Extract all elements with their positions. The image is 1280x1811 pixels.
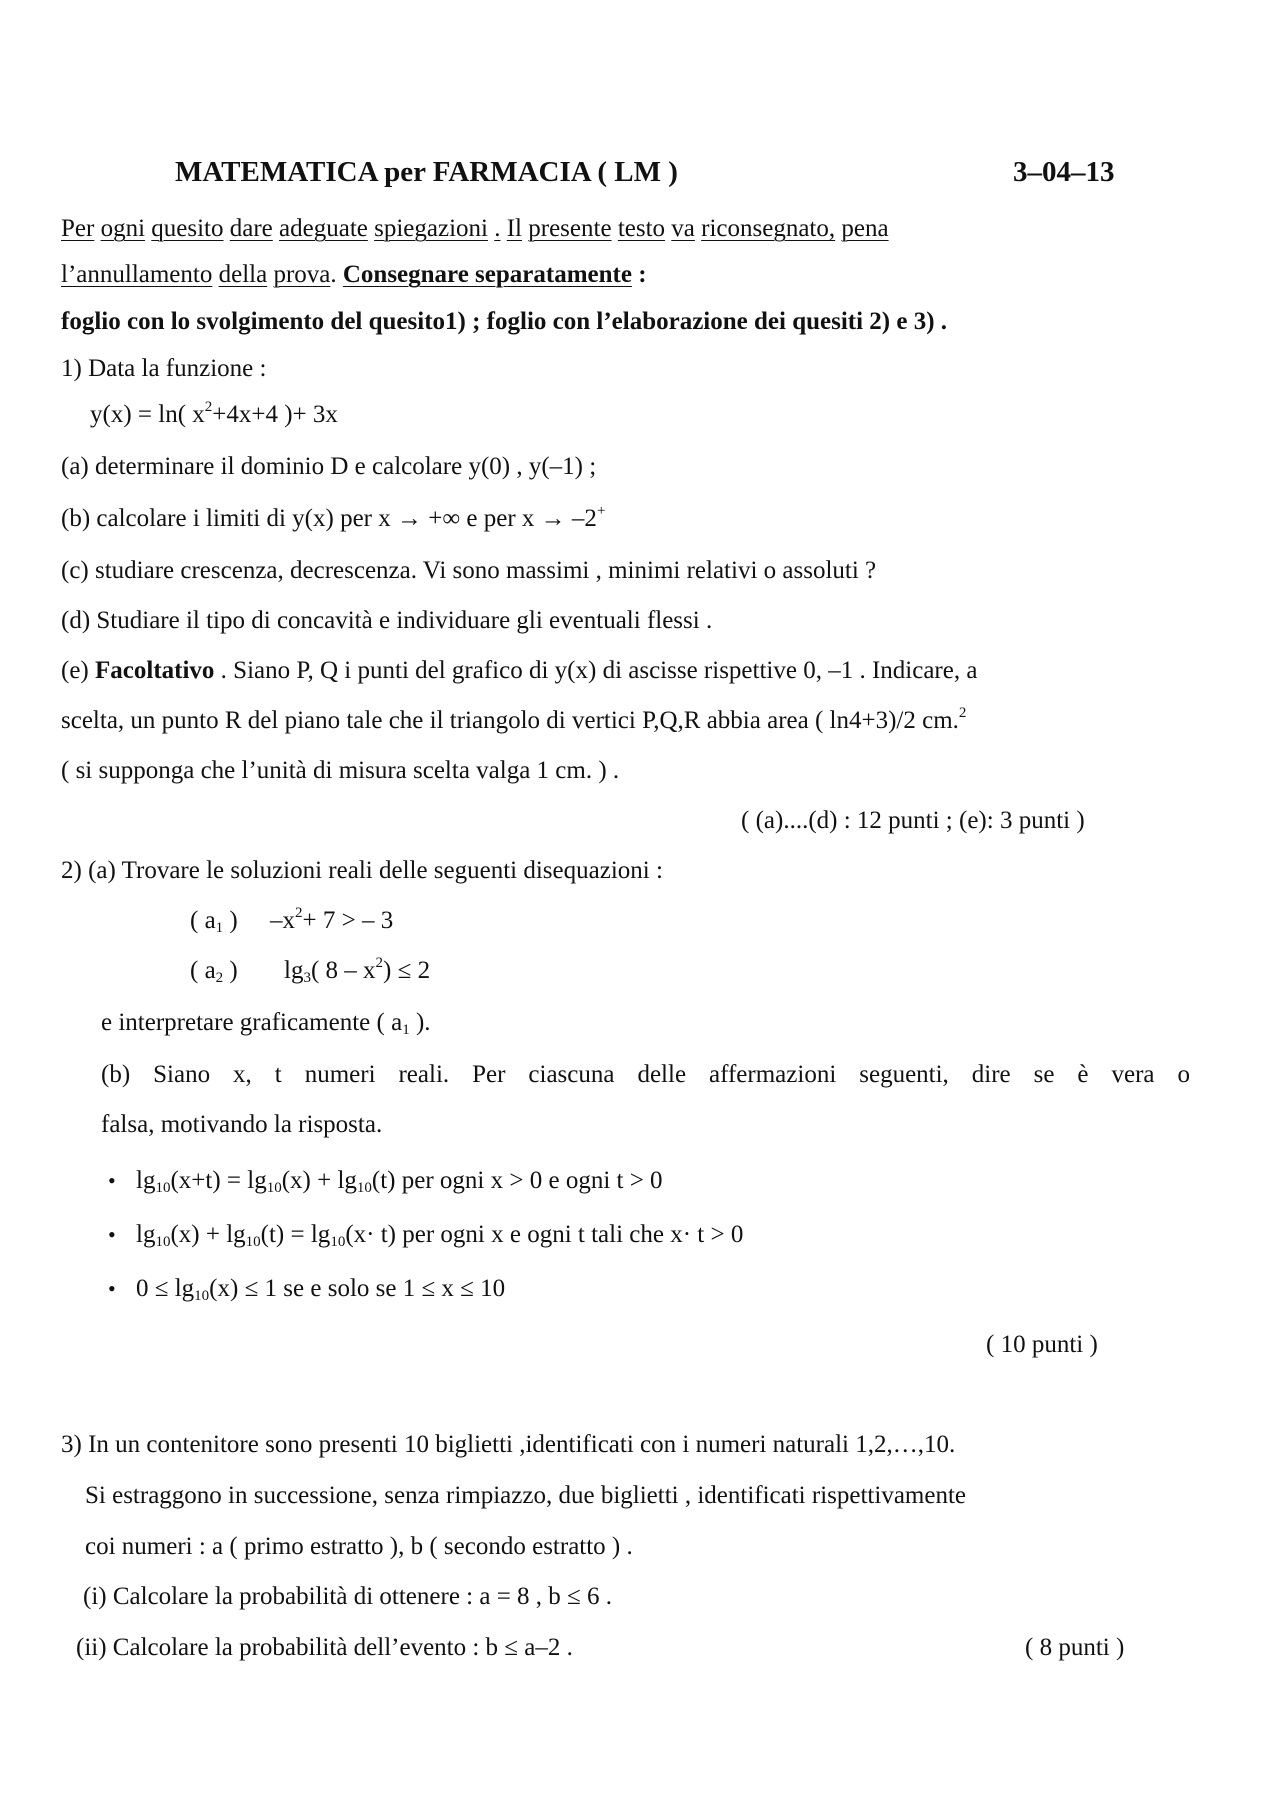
q1-d: (d) Studiare il tipo di concavità e individuare gli eventuali flessi . — [61, 607, 713, 634]
bullet-icon: • — [108, 1276, 116, 1301]
statement-part: (x+t) = lg — [170, 1167, 267, 1194]
statement-part: lg — [136, 1221, 156, 1248]
label-sub: 2 — [215, 970, 224, 986]
statement-part: (x· t) per ogni x e ogni t tali che x· t > 0 — [345, 1221, 744, 1248]
instr-word: ogni — [100, 215, 146, 242]
log-base: 10 — [356, 1180, 372, 1196]
instr-word: Il — [506, 215, 523, 242]
q1-e-line-2 — [61, 705, 967, 734]
expr-part: ( 8 – x — [310, 957, 376, 984]
expr-part: lg — [284, 957, 304, 984]
statement-item — [136, 1167, 663, 1196]
instr-word: Per — [61, 215, 95, 242]
cm-exponent: 2 — [958, 705, 967, 721]
q3-points: ( 8 punti ) — [1025, 1634, 1125, 1661]
exam-date: 3–04–13 — [1013, 156, 1115, 188]
q2-b-line-1: (b) Siano x, t numeri reali. Per ciascuna delle affermazioni seguenti, dire se è vera o — [101, 1061, 1190, 1088]
statement-part: 0 ≤ lg — [136, 1275, 195, 1302]
instr-word: della — [218, 261, 268, 288]
statement-part: (x) + lg — [170, 1221, 246, 1248]
log-base: 10 — [245, 1234, 261, 1250]
statement-item — [136, 1275, 506, 1304]
label-part: ( a — [190, 907, 216, 934]
label-sub: 1 — [215, 920, 224, 936]
fn-exponent: 2 — [204, 399, 213, 415]
instr-word: l’annullamento — [61, 261, 213, 288]
statement-part: (x) ≤ 1 se e solo se 1 ≤ x ≤ 10 — [209, 1275, 506, 1302]
instr-punct: . — [330, 261, 343, 288]
instr-word: presente — [528, 215, 612, 242]
q3-line-3: coi numeri : a ( primo estratto ), b ( secondo estratto ) . — [85, 1533, 633, 1560]
fn-part: +4x+4 )+ 3x — [212, 401, 338, 428]
consegnare-separatamente: Consegnare separatamente — [342, 261, 632, 288]
q1-e-line-3: ( si supponga che l’unità di misura scelta valga 1 cm. ) . — [61, 757, 620, 784]
q2-points: ( 10 punti ) — [986, 1331, 1098, 1358]
q2-a2-label — [190, 957, 238, 986]
expr-exponent: 2 — [375, 955, 384, 971]
statement-part: lg — [136, 1167, 156, 1194]
label-part: ( a — [190, 957, 216, 984]
fn-part: y(x) = ln( x — [90, 401, 205, 428]
q1-function — [90, 399, 338, 428]
q2-a1-label — [190, 907, 238, 936]
expr-part: –x — [270, 907, 295, 934]
q2-a1-inequality — [270, 905, 394, 934]
q1-b-text: (b) calcolare i limiti di y(x) per x → +∞ e per x → –2 — [61, 505, 597, 532]
q1-e — [61, 658, 977, 683]
log-base: 10 — [194, 1288, 210, 1304]
q2-intro: 2) (a) Trovare le soluzioni reali delle seguenti disequazioni : — [61, 857, 663, 884]
expr-exponent: 2 — [295, 905, 303, 921]
statement-part: (t) = lg — [260, 1221, 331, 1248]
q3-line-1: 3) In un contenitore sono presenti 10 biglietti ,identificati con i numeri naturali 1,2,…,10. — [61, 1431, 956, 1458]
q2-b-line-2: falsa, motivando la risposta. — [101, 1111, 383, 1138]
facoltativo-label: Facoltativo — [95, 657, 215, 684]
q1-points: ( (a)....(d) : 12 punti ; (e): 3 punti ) — [741, 807, 1085, 834]
instr-word: va — [671, 215, 695, 242]
instr-word: riconsegnato, — [701, 215, 836, 242]
bullet-icon: • — [108, 1222, 116, 1247]
instr-word: pena — [841, 215, 889, 242]
statement-item — [136, 1221, 744, 1250]
instr-word: prova — [273, 261, 331, 288]
instr-word: testo — [617, 215, 666, 242]
instructions-line-3: foglio con lo svolgimento del quesito1) ; foglio con l’elaborazione dei quesiti 2) e 3) . — [61, 308, 948, 335]
q2-a2-inequality — [284, 955, 431, 986]
instr-word: dare — [229, 215, 273, 242]
q3-ii: (ii) Calcolare la probabilità dell’evento : b ≤ a–2 . — [76, 1634, 573, 1661]
instr-word: . — [494, 215, 501, 242]
log-base: 10 — [155, 1180, 171, 1196]
q1-e-label: (e) — [61, 657, 95, 684]
q1-b — [61, 503, 606, 532]
instr-colon: : — [631, 261, 647, 288]
log-base: 3 — [303, 970, 311, 986]
instr-word: quesito — [151, 215, 224, 242]
q1-c: (c) studiare crescenza, decrescenza. Vi sono massimi , minimi relativi o assoluti ? — [61, 557, 877, 584]
q3-line-2: Si estraggono in successione, senza rimpiazzo, due biglietti , identificati rispettivamente — [85, 1482, 966, 1509]
q1-b-sup: + — [596, 503, 606, 519]
log-base: 10 — [266, 1180, 282, 1196]
q1-e-text: . Siano P, Q i punti del grafico di y(x) di ascisse rispettive 0, –1 . Indicare, a — [214, 657, 978, 684]
page-title: MATEMATICA per FARMACIA ( LM ) — [175, 156, 678, 188]
interp-sub: 1 — [402, 1022, 410, 1038]
q1-intro: 1) Data la funzione : — [61, 355, 267, 382]
q3-i: (i) Calcolare la probabilità di ottenere : a = 8 , b ≤ 6 . — [83, 1583, 613, 1610]
expr-part: + 7 > – 3 — [302, 907, 394, 934]
interp-part: ). — [409, 1009, 431, 1036]
expr-part: ) ≤ 2 — [383, 957, 431, 984]
statement-part: (t) per ogni x > 0 e ogni t > 0 — [371, 1167, 663, 1194]
log-base: 10 — [155, 1234, 171, 1250]
label-part: ) — [223, 957, 238, 984]
interp-part: e interpretare graficamente ( a — [101, 1009, 403, 1036]
q2-interpret — [101, 1009, 431, 1038]
label-part: ) — [223, 907, 238, 934]
instructions-line-1 — [61, 216, 889, 241]
instr-word: adeguate — [279, 215, 368, 242]
statement-part: (x) + lg — [281, 1167, 357, 1194]
q1-a: (a) determinare il dominio D e calcolare y(0) , y(–1) ; — [61, 453, 597, 480]
instr-word: spiegazioni — [374, 215, 488, 242]
q1-e-line-2-text: scelta, un punto R del piano tale che il triangolo di vertici P,Q,R abbia area ( ln4+3)/2 cm. — [61, 707, 959, 734]
instructions-line-2 — [61, 262, 647, 287]
log-base: 10 — [330, 1234, 346, 1250]
bullet-icon: • — [108, 1168, 116, 1193]
